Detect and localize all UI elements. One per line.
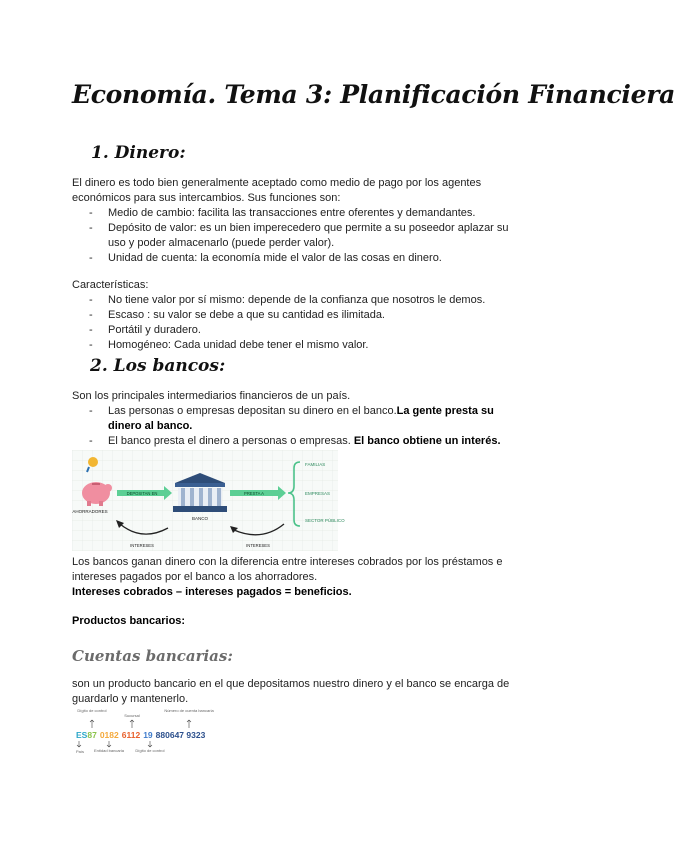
bancos-explanation-line2: intereses pagados por el banco a los ahorradores. xyxy=(72,571,318,583)
characteristics-label: Características: xyxy=(72,279,149,291)
list-item: - Unidad de cuenta: la economía mide el valor de las cosas en dinero. xyxy=(89,252,442,264)
iban-entity: 0182 xyxy=(99,730,119,740)
list-item: - Medio de cambio: facilita las transacciones entre oferentes y demandantes. xyxy=(89,207,476,219)
dinero-intro-line2: económicos para sus intercambios. Sus funciones son: xyxy=(72,192,341,204)
iban-top-label-office: Sucursal xyxy=(124,713,140,718)
interest-left-label: INTERESES xyxy=(130,543,154,548)
list-item-continuation: dinero al banco. xyxy=(108,420,193,432)
iban-control: 19 xyxy=(143,730,153,740)
iban-top-label-account: Número de cuenta bancaria xyxy=(164,708,214,713)
list-item: - Portátil y duradero. xyxy=(89,324,201,336)
section-heading-bancos: 2. Los bancos: xyxy=(90,356,226,376)
iban-bottom-label-entity: Entidad bancaria xyxy=(93,748,125,753)
arrow-left-label: DEPOSITAN EN xyxy=(126,491,158,496)
iban-bottom-label-country: País xyxy=(75,749,85,754)
list-item: - No tiene valor por sí mismo: depende de la confianza que nosotros le demos. xyxy=(89,294,486,306)
dinero-intro-line1: El dinero es todo bien generalmente aceptado como medio de pago por los agentes xyxy=(72,177,482,189)
products-label: Productos bancarios: xyxy=(72,615,186,627)
svg-text:ES870182611219880647 9323 xyxy=(76,730,206,740)
list-item: - Homogéneo: Cada unidad debe tener el mismo valor. xyxy=(89,339,369,351)
iban-bottom-label-control: Dígito de control xyxy=(135,748,165,753)
arrow-right-label: PRESTA A xyxy=(244,491,264,496)
iban-check-digits: 87 xyxy=(87,730,97,740)
benefits-formula: Intereses cobrados – intereses pagados = beneficios. xyxy=(72,586,352,598)
list-item: - Depósito de valor: es un bien imperecedero que permite a su poseedor aplazar su xyxy=(89,222,509,234)
bancos-intro: Son los principales intermediarios financieros de un país. xyxy=(72,390,351,402)
list-item-continuation: uso y poder almacenarlo (puede perder valor). xyxy=(108,237,335,249)
list-item: - El banco presta el dinero a personas o empresas. El banco obtiene un interés. xyxy=(89,435,501,447)
list-item: - Escaso : su valor se debe a que su cantidad es ilimitada. xyxy=(89,309,385,321)
list-item: - Las personas o empresas depositan su dinero en el banco.La gente presta su xyxy=(89,405,494,417)
cuentas-desc-line2: guardarlo y mantenerlo. xyxy=(72,693,189,705)
borrower-companies: EMPRESAS xyxy=(305,491,331,496)
bank-label: BANCO xyxy=(191,516,209,521)
bank-flow-diagram xyxy=(72,450,345,551)
section-heading-dinero: 1. Dinero: xyxy=(91,143,186,163)
iban-top-label-check: Dígito de control xyxy=(77,708,107,713)
section-heading-cuentas: Cuentas bancarias: xyxy=(72,647,233,665)
bancos-explanation-line1: Los bancos ganan dinero con la diferencia entre intereses cobrados por los préstamos e xyxy=(72,556,503,568)
iban-account: 880647 9323 xyxy=(155,730,206,740)
iban-country: ES xyxy=(76,730,88,740)
cuentas-desc-line1: son un producto bancario en el que depositamos nuestro dinero y el banco se encarga de xyxy=(72,678,510,690)
borrower-public-sector: SECTOR PÚBLICO xyxy=(305,518,345,523)
iban-office: 6112 xyxy=(121,730,141,740)
savers-label: AHORRADORES xyxy=(72,509,108,514)
page-title: Economía. Tema 3: Planificación Financiera xyxy=(72,80,675,109)
borrower-families: FAMILIAS xyxy=(305,462,326,467)
interest-right-label: INTERESES xyxy=(246,543,270,548)
iban-diagram xyxy=(72,706,224,762)
